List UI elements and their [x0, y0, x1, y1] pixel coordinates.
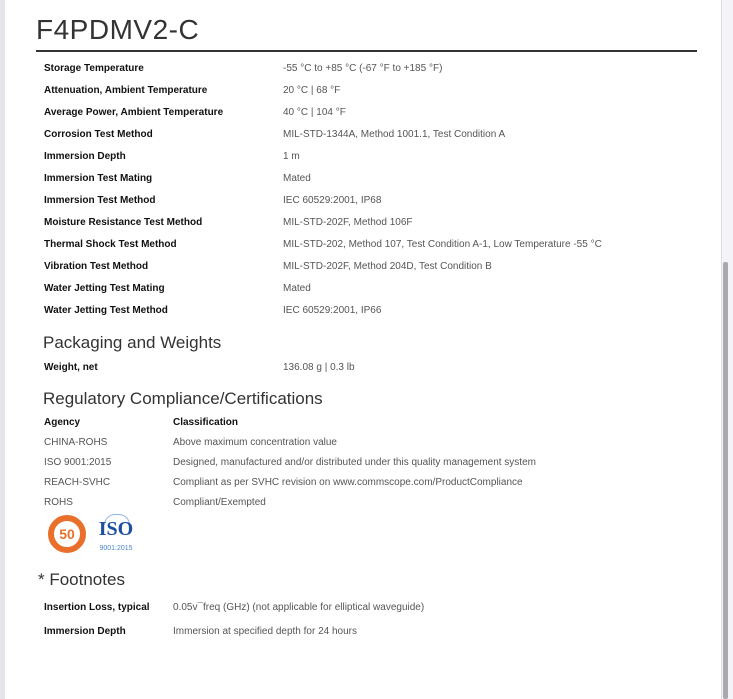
title-divider — [36, 50, 697, 52]
spec-label: Average Power, Ambient Temperature — [44, 107, 224, 118]
spec-label: Insertion Loss, typical — [44, 602, 150, 613]
spec-label: Storage Temperature — [44, 63, 144, 74]
spec-value: MIL-STD-202, Method 107, Test Condition A-1, Low Temperature -55 °C — [283, 239, 602, 250]
classification-cell: Above maximum concentration value — [173, 437, 337, 448]
spec-value: Immersion at specified depth for 24 hours — [173, 626, 357, 637]
spec-label: Corrosion Test Method — [44, 129, 153, 140]
spec-value: -55 °C to +85 °C (-67 °F to +185 °F) — [283, 63, 443, 74]
spec-label: Immersion Depth — [44, 151, 126, 162]
spec-value: Mated — [283, 173, 311, 184]
spec-label: Thermal Shock Test Method — [44, 239, 177, 250]
spec-value: MIL-STD-1344A, Method 1001.1, Test Condition A — [283, 129, 506, 140]
agency-header: Agency — [44, 417, 81, 428]
spec-label: Immersion Test Method — [44, 195, 156, 206]
spec-label: Immersion Depth — [44, 626, 126, 637]
spec-value: 1 m — [283, 151, 300, 162]
footnotes-heading: * Footnotes — [38, 570, 125, 589]
classification-cell: Compliant/Exempted — [173, 497, 266, 508]
china-rohs-50-logo — [46, 513, 88, 555]
spec-value: MIL-STD-202F, Method 106F — [283, 217, 413, 228]
spec-label: Attenuation, Ambient Temperature — [44, 85, 208, 96]
spec-label: Water Jetting Test Method — [44, 305, 168, 316]
iso-logo — [94, 514, 138, 556]
classification-cell: Designed, manufactured and/or distributed under this quality management system — [173, 457, 536, 468]
classification-cell: Compliant as per SVHC revision on www.commscope.com/ProductCompliance — [173, 477, 523, 488]
iso-logo-subtext: 9001:2015 — [99, 545, 133, 552]
spec-value: IEC 60529:2001, IP66 — [283, 305, 382, 316]
scrollbar-thumb[interactable] — [723, 262, 728, 699]
packaging-heading: Packaging and Weights — [43, 333, 222, 352]
agency-cell: ISO 9001:2015 — [44, 457, 112, 468]
spec-label: Water Jetting Test Mating — [44, 283, 165, 294]
spec-value: Mated — [283, 283, 311, 294]
left-border — [0, 0, 5, 699]
iso-logo-text: ISO — [98, 518, 134, 540]
spec-value: 20 °C | 68 °F — [283, 85, 341, 96]
spec-label: Moisture Resistance Test Method — [44, 217, 203, 228]
classification-header: Classification — [173, 417, 239, 428]
spec-value: 136.08 g | 0.3 lb — [283, 362, 355, 373]
spec-label: Weight, net — [44, 362, 98, 373]
spec-value: MIL-STD-202F, Method 204D, Test Condition B — [283, 261, 492, 272]
regulatory-heading: Regulatory Compliance/Certifications — [43, 389, 323, 408]
agency-cell: REACH-SVHC — [44, 477, 111, 488]
rohs-logo-text: 50 — [59, 526, 75, 542]
spec-value: IEC 60529:2001, IP68 — [283, 195, 382, 206]
spec-value: 0.05v¯freq (GHz) (not applicable for elliptical waveguide) — [173, 602, 425, 613]
agency-cell: CHINA-ROHS — [44, 437, 108, 448]
spec-value: 40 °C | 104 °F — [283, 107, 346, 118]
page-title: F4PDMV2-C — [36, 14, 200, 45]
spec-label: Immersion Test Mating — [44, 173, 153, 184]
spec-label: Vibration Test Method — [44, 261, 149, 272]
agency-cell: ROHS — [44, 497, 73, 508]
